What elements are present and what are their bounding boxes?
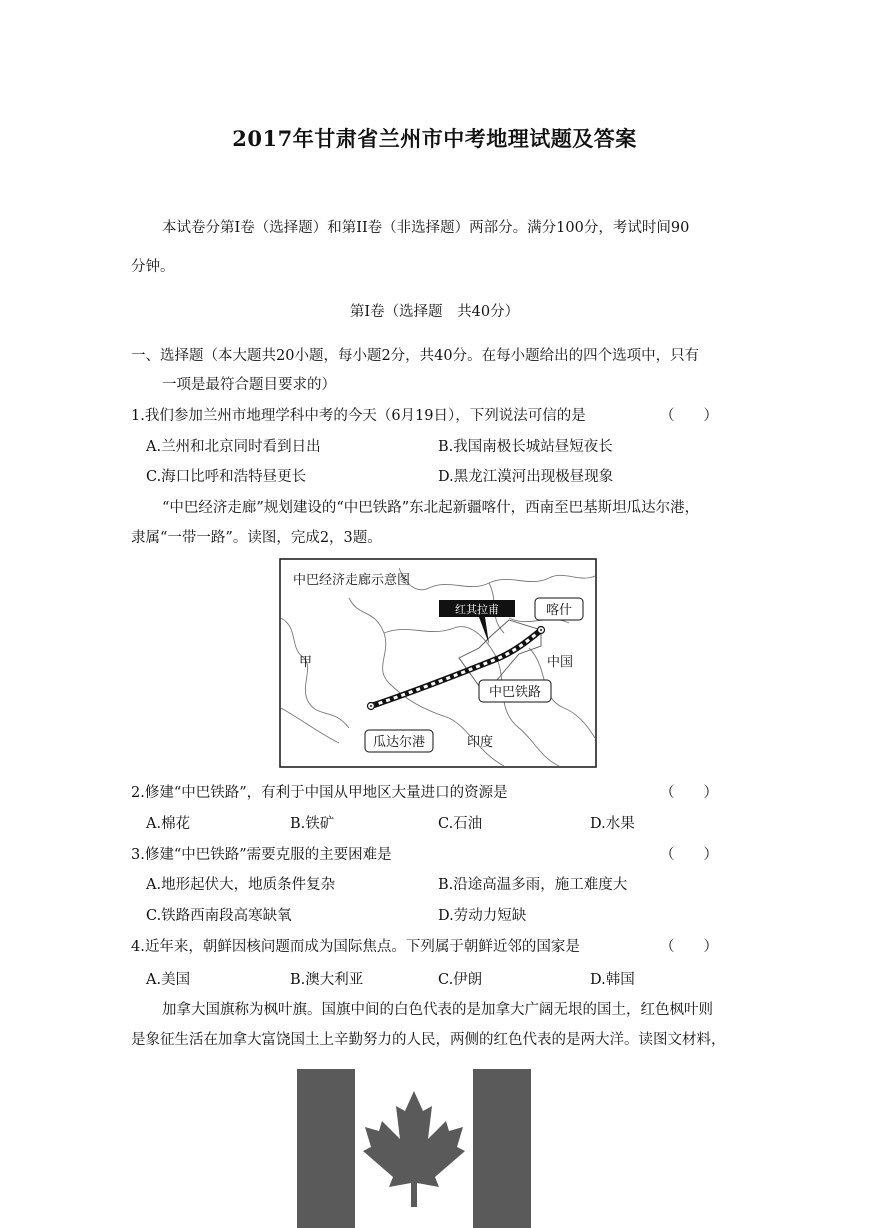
q1-option-b: B.我国南极长城站昼短夜长 (438, 439, 613, 455)
passage2-line-1: 加拿大国旗称为枫叶旗。国旗中间的白色代表的是加拿大广阔无垠的国土，红色枫叶则 (162, 1002, 713, 1018)
q4-option-a: A.美国 (146, 972, 191, 988)
kashgar-label: 喀什 (545, 603, 573, 618)
intro-line-2: 分钟。 (131, 259, 175, 275)
map-title: 中巴经济走廊示意图 (293, 573, 411, 588)
pass-label: 红其拉甫 (455, 603, 499, 616)
flag-right-band (473, 1069, 531, 1228)
canada-flag-figure (297, 1069, 531, 1228)
cpec-map-figure (279, 558, 597, 768)
q3-option-c: C.铁路西南段高寒缺氧 (146, 908, 292, 924)
q4-stem: 4.近年来，朝鲜因核问题而成为国际焦点。下列属于朝鲜近邻的国家是 (131, 939, 580, 955)
flag-left-band (297, 1069, 355, 1228)
q1-stem: 1.我们参加兰州市地理学科中考的今天（6月19日），下列说法可信的是 (131, 408, 586, 424)
q3-option-d: D.劳动力短缺 (438, 908, 527, 924)
q1-option-d: D.黑龙江漠河出现极昼现象 (438, 469, 614, 485)
page-title: 2017年甘肃省兰州市中考地理试题及答案 (232, 126, 637, 151)
q3-answer-paren: （ ） (660, 847, 718, 863)
q2-stem: 2.修建“中巴铁路”，有利于中国从甲地区大量进口的资源是 (131, 785, 508, 801)
q1-answer-paren: （ ） (660, 408, 718, 424)
passage1-line-2: 隶属“一带一路”。读图，完成2，3题。 (131, 530, 382, 546)
q4-option-b: B.澳大利亚 (290, 972, 364, 988)
q2-option-c: C.石油 (438, 816, 483, 832)
q2-answer-paren: （ ） (660, 785, 718, 801)
q1-option-c: C.海口比呼和浩特昼更长 (146, 469, 307, 485)
intro-line-1: 本试卷分第Ⅰ卷（选择题）和第II卷（非选择题）两部分。满分100分，考试时间90 (162, 220, 690, 236)
instruction-line-1: 一、选择题（本大题共20小题，每小题2分，共40分。在每小题给出的四个选项中，只有 (131, 348, 700, 364)
china-label: 中国 (547, 655, 574, 670)
passage2-line-2: 是象征生活在加拿大富饶国土上辛勤努力的人民，两侧的红色代表的是两大洋。读图文材料， (131, 1032, 726, 1048)
gwadar-point-center (370, 705, 372, 707)
q2-option-d: D.水果 (590, 816, 635, 832)
q4-answer-paren: （ ） (660, 939, 718, 955)
q3-stem: 3.修建“中巴铁路”需要克服的主要困难是 (131, 847, 392, 863)
q3-option-a: A.地形起伏大，地质条件复杂 (146, 877, 336, 893)
q1-option-a: A.兰州和北京同时看到日出 (146, 439, 321, 455)
kashgar-point-center (540, 629, 542, 631)
railway-label: 中巴铁路 (488, 685, 542, 700)
region-jia-label: 甲 (299, 655, 313, 670)
q2-option-b: B.铁矿 (290, 816, 335, 832)
q4-option-d: D.韩国 (590, 972, 635, 988)
india-label: 印度 (467, 735, 494, 750)
instruction-line-2: 一项是最符合题目要求的） (162, 377, 336, 393)
q2-option-a: A.棉花 (146, 816, 191, 832)
section-title: 第Ⅰ卷（选择题 共40分） (349, 304, 520, 320)
passage1-line-1: “中巴经济走廊”规划建设的“中巴铁路”东北起新疆喀什，西南至巴基斯坦瓜达尔港， (162, 500, 700, 516)
q4-option-c: C.伊朗 (438, 972, 483, 988)
q3-option-b: B.沿途高温多雨，施工难度大 (438, 877, 628, 893)
gwadar-label: 瓜达尔港 (372, 735, 426, 750)
